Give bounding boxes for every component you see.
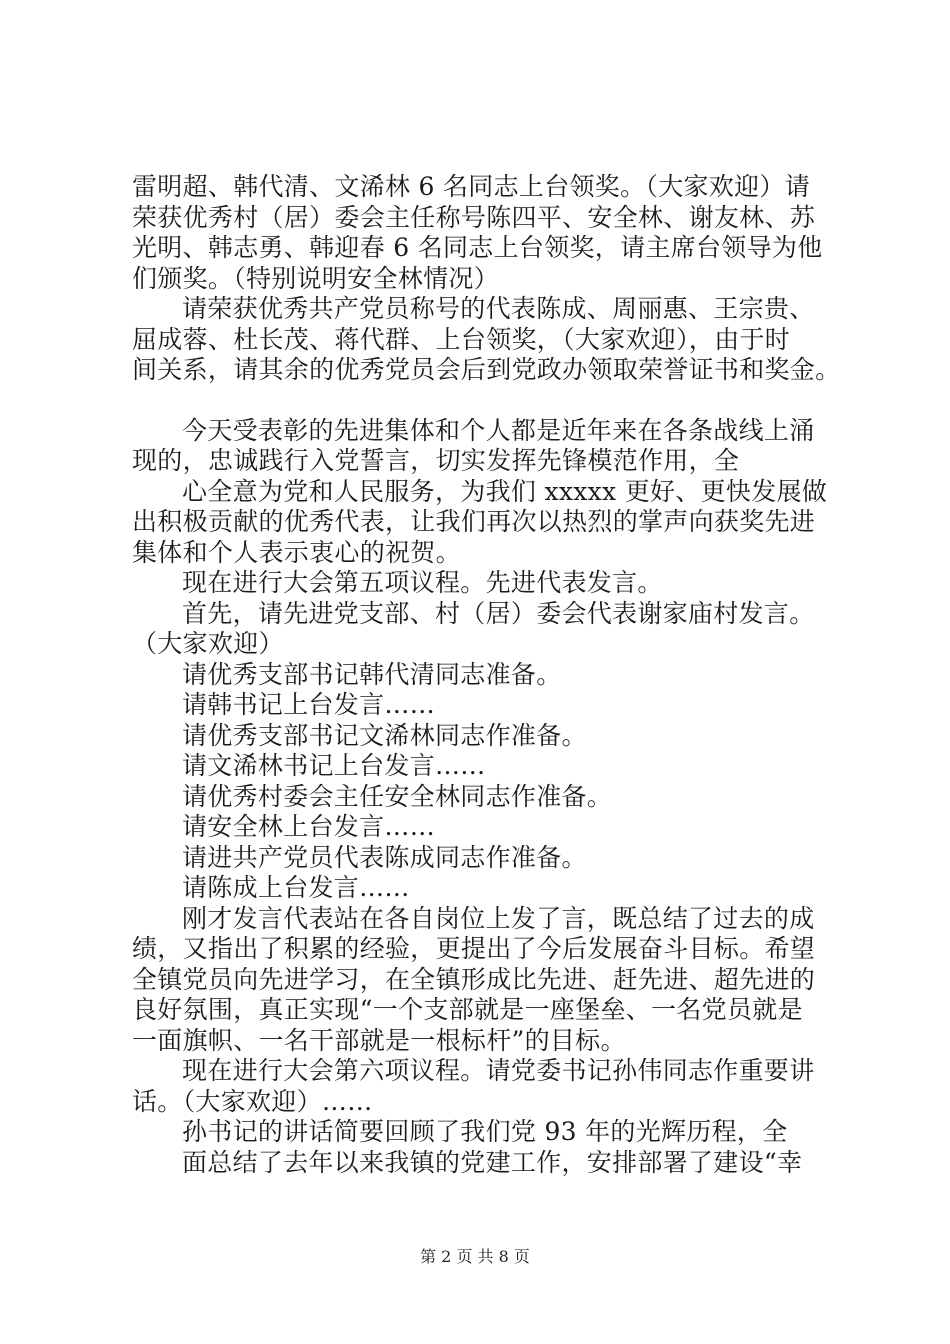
paragraph-gap [132,386,842,416]
paragraph [132,416,842,477]
text-line: 请进共产党员代表陈成同志作准备。 [182,842,587,872]
paragraph [132,1056,842,1117]
text-line: 请优秀支部书记文浠林同志作准备。 [182,720,587,750]
paragraph [132,599,842,660]
paragraph [132,477,842,569]
paragraph [132,690,842,721]
text-line: 一面旗帜、一名干部就是一根标杆”的目标。 [132,1025,626,1055]
paragraph [132,873,842,904]
text-line: 光明、韩志勇、韩迎春 6 名同志上台领奖，请主席台领导为他 [132,233,823,262]
text-line: 间关系，请其余的优秀党员会后到党政办领取荣誉证书和奖金。 [132,355,841,384]
paragraph [132,172,842,294]
text-line: 心全意为党和人民服务，为我们 xxxxx 更好、更快发展做 [182,476,828,506]
paragraph [132,721,842,752]
text-line: 请安全林上台发言…… [182,812,436,841]
text-line: 请荣获优秀共产党员称号的代表陈成、周丽惠、王宗贵、 [182,294,815,323]
paragraph [132,843,842,874]
paragraph [132,904,842,1057]
text-line: 良好氛围，真正实现“一个支部就是一座堡垒、一名党员就是 [132,995,803,1024]
text-line: 全镇党员向先进学习，在全镇形成比先进、赶先进、超先进的 [132,964,816,994]
text-line: 请陈成上台发言…… [182,873,410,902]
paragraph [132,294,842,386]
text-line: 现在进行大会第六项议程。请党委书记孙伟同志作重要讲 [182,1056,815,1085]
text-line: （大家欢迎） [132,629,284,658]
text-line: 集体和个人表示衷心的祝贺。 [132,537,461,567]
text-line: 请优秀村委会主任安全林同志作准备。 [182,781,613,811]
paragraph [132,812,842,843]
paragraph [132,568,842,599]
text-line: 绩，又指出了积累的经验，更提出了今后发展奋斗目标。希望 [132,934,816,963]
paragraph [132,751,842,782]
text-line: 刚才发言代表站在各自岗位上发了言，既总结了过去的成 [182,903,815,933]
document-body [132,172,842,1178]
text-line: 请文浠林书记上台发言…… [182,751,486,780]
paragraph [132,660,842,691]
text-line: 们颁奖。（特别说明安全林情况） [132,263,500,293]
text-line: 现的，忠诚践行入党誓言，切实发挥先锋模范作用，全 [132,446,740,475]
text-line: 孙书记的讲话简要回顾了我们党 93 年的光辉历程，全 [182,1117,788,1146]
text-line: 面总结了去年以来我镇的党建工作，安排部署了建设“幸 [182,1147,803,1177]
text-line: 首先，请先进党支部、村（居）委会代表谢家庙村发言。 [182,598,815,628]
paragraph [132,1148,842,1179]
paragraph [132,782,842,813]
text-line: 现在进行大会第五项议程。先进代表发言。 [182,568,663,597]
text-line: 雷明超、韩代清、文浠林 6 名同志上台领奖。（大家欢迎）请 [132,172,811,201]
text-line: 请优秀支部书记韩代清同志准备。 [182,659,562,689]
text-line: 请韩书记上台发言…… [182,690,436,719]
paragraph [132,1117,842,1148]
text-line: 出积极贡献的优秀代表，让我们再次以热烈的掌声向获奖先进 [132,507,816,536]
text-line: 荣获优秀村（居）委会主任称号陈四平、安全林、谢友林、苏 [132,202,816,232]
page-footer: 第 2 页 共 8 页 [420,1247,530,1266]
text-line: 屈成蓉、杜长茂、蒋代群、上台领奖，（大家欢迎），由于时 [132,324,791,354]
text-line: 话。（大家欢迎）…… [132,1086,373,1116]
text-line: 今天受表彰的先进集体和个人都是近年来在各条战线上涌 [182,415,815,445]
